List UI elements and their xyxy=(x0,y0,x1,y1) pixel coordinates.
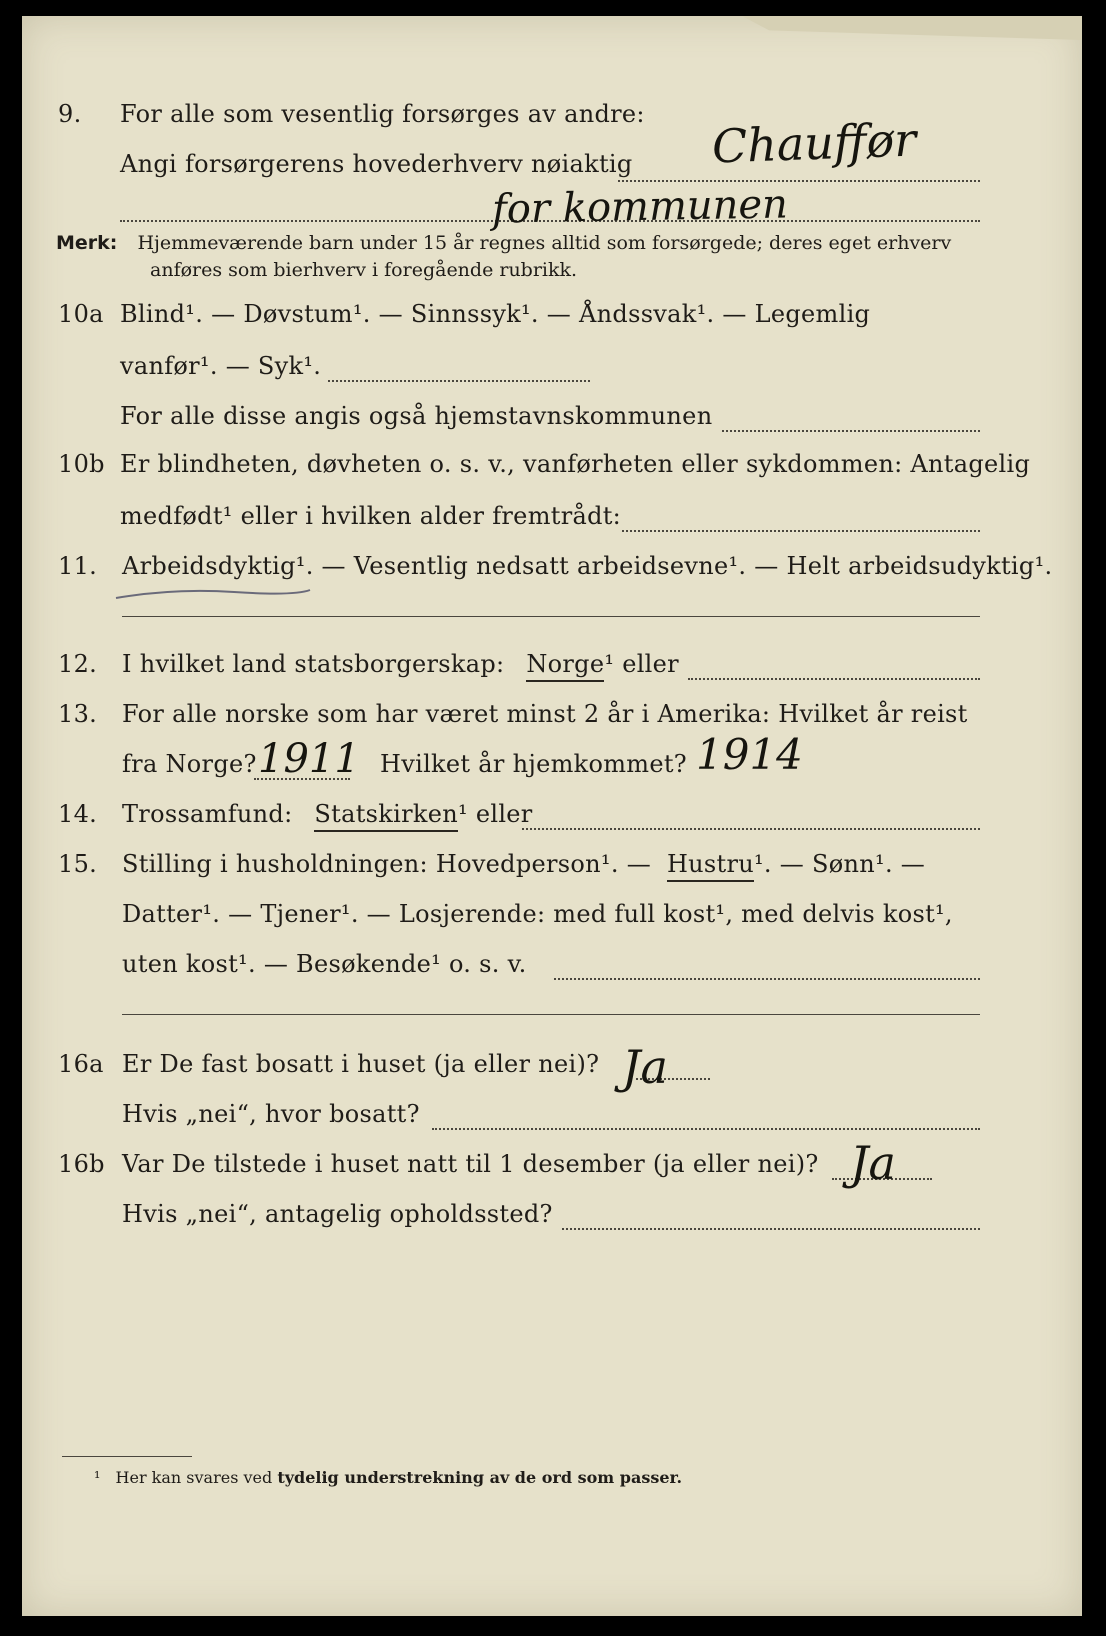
q10a-text-2: vanfør¹. — Syk¹. xyxy=(120,352,322,380)
q16a-answer-line-2 xyxy=(432,1128,980,1130)
q10b-row-1 xyxy=(22,450,1082,490)
q15-text-1 xyxy=(122,850,925,878)
q12-suffix: ¹ eller xyxy=(604,650,679,678)
q12-number: 12. xyxy=(58,650,98,678)
q16a-handwritten-answer: Ja xyxy=(622,1040,668,1094)
q13-text-1: For alle norske som har været minst 2 år i Amerika: Hvilket år reist xyxy=(122,700,968,728)
footnote-text: Her kan svares ved xyxy=(115,1468,273,1487)
q15-answer-line-2 xyxy=(122,1014,980,1015)
footnote-separator xyxy=(62,1456,192,1457)
q15-suffix: ¹. — Sønn¹. — xyxy=(754,850,926,878)
q13-handwritten-year-right: 1914 xyxy=(696,730,803,779)
q10b-text-2: medfødt¹ eller i hvilken alder fremtrådt: xyxy=(120,502,622,530)
q16a-text-2: Hvis „nei“, hvor bosatt? xyxy=(122,1100,420,1128)
q16a-text-1: Er De fast bosatt i huset (ja eller nei)? xyxy=(122,1050,600,1078)
q16b-answer-line-2 xyxy=(562,1228,980,1230)
q9-handwritten-answer-2: for kommunen xyxy=(491,181,789,233)
merk-text-1: Hjemmeværende barn under 15 år regnes alltid som forsørgede; deres eget erhverv xyxy=(137,232,952,254)
q10a-row-2 xyxy=(22,352,1082,392)
q10a-text-1: Blind¹. — Døvstum¹. — Sinnssyk¹. — Åndssvak¹. — Legemlig xyxy=(120,300,871,328)
q15-row-3 xyxy=(22,950,1082,990)
q16b-row-1 xyxy=(22,1150,1082,1190)
footnote-mark: ¹ xyxy=(94,1468,101,1487)
q13-handwritten-year-left: 1911 xyxy=(258,736,360,782)
q12-option-norge: Norge xyxy=(526,650,604,682)
q10a-number: 10a xyxy=(58,300,104,328)
footnote xyxy=(94,1468,682,1487)
q11-option-arbeidsdyktig: Arbeidsdyktig xyxy=(122,552,296,580)
q15-row-1 xyxy=(22,850,1082,890)
q10a-row-3 xyxy=(22,402,1082,442)
q9-text-2: Angi forsørgerens hovederhverv nøiaktig xyxy=(120,150,633,178)
q16b-text-1: Var De tilstede i huset natt til 1 desember (ja eller nei)? xyxy=(122,1150,819,1178)
q13-row-2 xyxy=(22,750,1082,790)
q12-row xyxy=(22,650,1082,690)
q16a-row-1 xyxy=(22,1050,1082,1090)
q13-number: 13. xyxy=(58,700,98,728)
q15-prefix: Stilling i husholdningen: Hovedperson¹. — xyxy=(122,850,651,878)
q11-number: 11. xyxy=(58,552,98,580)
q10a-text-3: For alle disse angis også hjemstavnskommunen xyxy=(120,402,713,430)
q15-text-2: Datter¹. — Tjener¹. — Losjerende: med full kost¹, med delvis kost¹, xyxy=(122,900,953,928)
footnote-bold-text: tydelig understrekning av de ord som passer. xyxy=(277,1468,683,1487)
q11-rest: ¹. — Vesentlig nedsatt arbeidsevne¹. — Helt arbeidsudyktig¹. xyxy=(295,552,1053,580)
q16b-row-2 xyxy=(22,1200,1082,1240)
q15-number: 15. xyxy=(58,850,98,878)
q16b-handwritten-answer: Ja xyxy=(850,1136,896,1190)
q11-text xyxy=(122,552,1052,580)
q16b-text-2: Hvis „nei“, antagelig opholdssted? xyxy=(122,1200,553,1228)
q9-text-1: For alle som vesentlig forsørges av andre: xyxy=(120,100,645,128)
q12-prefix: I hvilket land statsborgerskap: xyxy=(122,650,505,678)
census-form-page xyxy=(22,16,1082,1616)
q10a-answer-line-2 xyxy=(722,430,980,432)
q13-text-2a: fra Norge? xyxy=(122,750,257,778)
q10b-number: 10b xyxy=(58,450,105,478)
q15-text-3: uten kost¹. — Besøkende¹ o. s. v. xyxy=(122,950,527,978)
q14-suffix: ¹ eller xyxy=(457,800,533,828)
q14-prefix: Trossamfund: xyxy=(122,800,293,828)
q11-pencil-underline xyxy=(114,584,314,604)
q9-row-1 xyxy=(22,100,1082,140)
q14-text xyxy=(122,800,533,828)
q14-number: 14. xyxy=(58,800,98,828)
q10a-answer-line-1 xyxy=(328,380,590,382)
q15-answer-line-1 xyxy=(554,978,980,980)
q10b-row-2 xyxy=(22,502,1082,542)
q15-option-hustru: Hustru xyxy=(667,850,754,882)
q16b-number: 16b xyxy=(58,1150,105,1178)
q11-answer-line xyxy=(122,616,980,617)
merk-note-line-1 xyxy=(56,232,951,254)
q9-handwritten-answer-1: Chauffør xyxy=(711,112,918,174)
q9-row-2 xyxy=(22,150,1082,190)
merk-label: Merk: xyxy=(56,232,118,254)
q10b-text-1: Er blindheten, døvheten o. s. v., vanførheten eller sykdommen: Antagelig xyxy=(120,450,1031,478)
q14-option-statskirken: Statskirken xyxy=(314,800,458,832)
q12-text xyxy=(122,650,679,678)
q9-number: 9. xyxy=(58,100,82,128)
merk-text-2: anføres som bierhverv i foregående rubrikk. xyxy=(150,259,578,281)
q10b-answer-line xyxy=(622,530,980,532)
q16a-number: 16a xyxy=(58,1050,104,1078)
q10a-row-1 xyxy=(22,300,1082,340)
q16a-row-2 xyxy=(22,1100,1082,1140)
q14-answer-line xyxy=(522,828,980,830)
q13-text-2b: Hvilket år hjemkommet? xyxy=(380,750,687,778)
q13-row-1 xyxy=(22,700,1082,740)
q15-row-2 xyxy=(22,900,1082,940)
q14-row xyxy=(22,800,1082,840)
q12-answer-line xyxy=(688,678,980,680)
q9-answer-line-1 xyxy=(618,180,980,182)
